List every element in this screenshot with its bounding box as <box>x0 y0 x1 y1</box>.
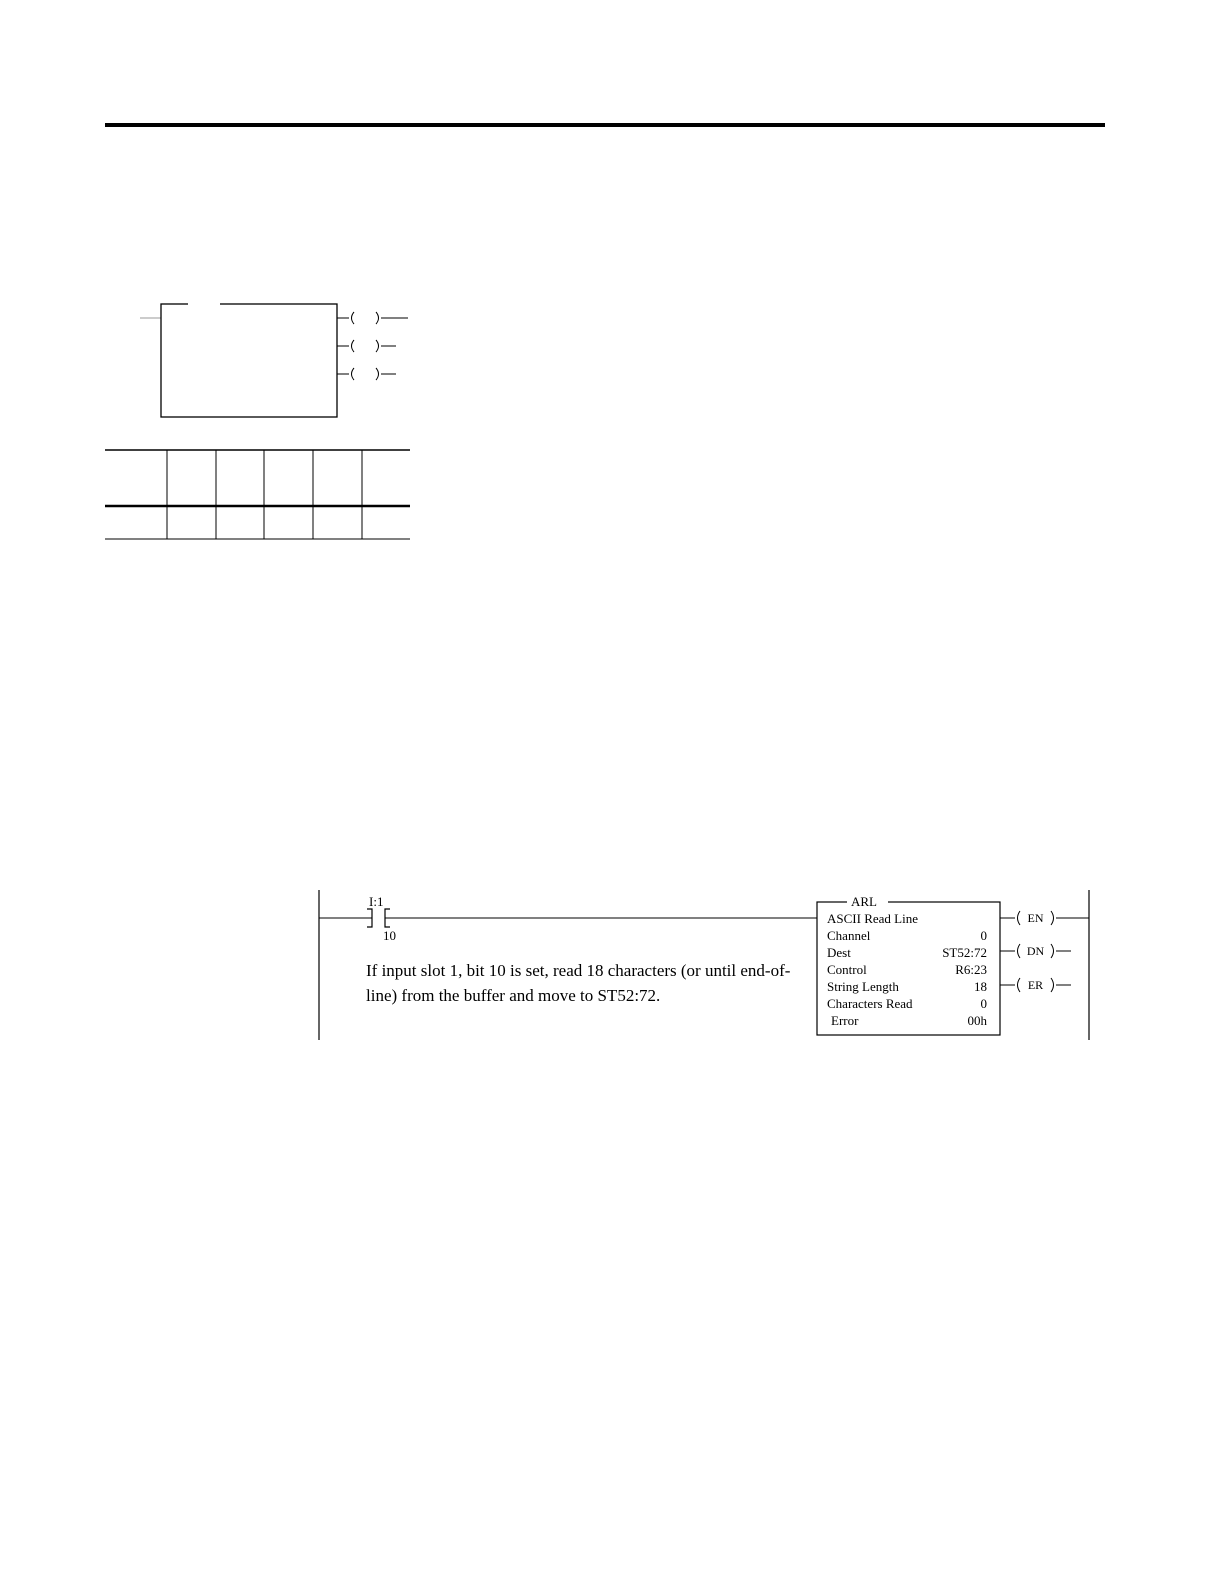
figure-coil-1 <box>337 312 408 324</box>
output-coil-en <box>1000 911 1089 925</box>
param-label: Error <box>831 1013 859 1028</box>
param-row-channel <box>827 928 987 943</box>
coil-label-en: EN <box>1027 911 1044 925</box>
param-label: Dest <box>827 945 851 960</box>
param-row-error <box>831 1013 988 1028</box>
figure-coil-3 <box>337 368 396 380</box>
param-value: 00h <box>967 1013 987 1028</box>
compatibility-table <box>105 448 415 544</box>
param-row-control <box>827 962 987 977</box>
instruction-block-figure <box>130 290 420 430</box>
param-row-string-length <box>827 979 987 994</box>
instruction-description: ASCII Read Line <box>827 911 918 926</box>
param-label: Control <box>827 962 867 977</box>
param-label: String Length <box>827 979 899 994</box>
param-label: Characters Read <box>827 996 913 1011</box>
coil-label-dn: DN <box>1026 944 1045 958</box>
rung-comment: If input slot 1, bit 10 is set, read 18 characters (or until end-of-line) from the buffer and move to ST52:72. <box>366 961 791 1005</box>
instruction-mnemonic: ARL <box>851 894 877 909</box>
param-value: 0 <box>980 996 987 1011</box>
coil-label-er: ER <box>1027 978 1044 992</box>
param-value: R6:23 <box>955 962 987 977</box>
param-row-dest <box>827 945 987 960</box>
param-label: Channel <box>827 928 871 943</box>
param-value: 18 <box>974 979 987 994</box>
figure-block <box>161 304 337 417</box>
figure-coil-2 <box>337 340 396 352</box>
param-value: 0 <box>980 928 987 943</box>
contact-address: I:1 <box>369 894 384 909</box>
header-rule <box>105 123 1105 127</box>
param-value: ST52:72 <box>942 945 987 960</box>
param-row-characters-read <box>827 996 987 1011</box>
contact-bit: 10 <box>383 928 396 943</box>
